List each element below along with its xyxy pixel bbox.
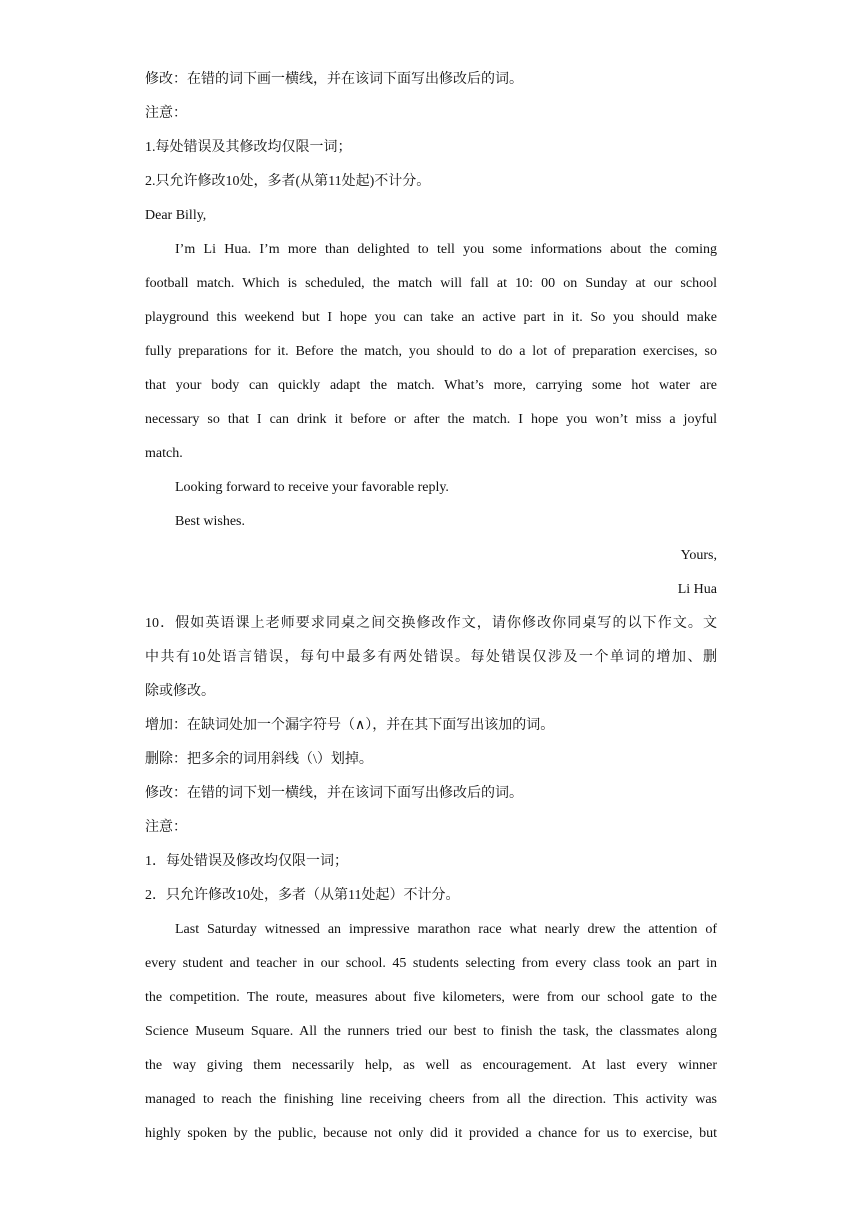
letter-body-line: I’m Li Hua. I’m more than delighted to tell you some informations about the coming <box>175 242 717 257</box>
letter-body-line: that your body can quickly adapt the match. What’s more, carrying some hot water are <box>145 378 717 393</box>
note-item-2: 2．只允许修改10处，多者（从第11处起）不计分。 <box>145 888 460 903</box>
instruction-modify: 修改：在错的词下划一横线，并在该词下面写出修改后的词。 <box>145 786 523 801</box>
instruction-delete: 删除：把多余的词用斜线（\）划掉。 <box>145 752 373 767</box>
letter-body-line: necessary so that I can drink it before or after the match. I hope you won’t miss a joyful <box>145 412 717 427</box>
instruction-add: 增加：在缺词处加一个漏字符号（∧），并在其下面写出该加的词。 <box>145 718 555 733</box>
letter-body-line: match. <box>145 446 183 461</box>
letter-salutation: Dear Billy, <box>145 208 207 223</box>
essay-line: Last Saturday witnessed an impressive marathon race what nearly drew the attention of <box>175 922 717 937</box>
essay-line: managed to reach the finishing line receiving cheers from all the direction. This activity was <box>145 1092 717 1107</box>
question-10-intro: 10．假如英语课上老师要求同桌之间交换修改作文，请你修改你同桌写的以下作文。文 <box>145 616 717 631</box>
essay-line: the way giving them necessarily help, as well as encouragement. At last every winner <box>145 1058 717 1073</box>
essay-line: every student and teacher in our school. 45 students selecting from every class took an part in <box>145 956 717 971</box>
note-item-1: 1.每处错误及其修改均仅限一词； <box>145 140 352 155</box>
instruction-modify: 修改：在错的词下画一横线，并在该词下面写出修改后的词。 <box>145 72 523 87</box>
note-item-1: 1．每处错误及修改均仅限一词； <box>145 854 348 869</box>
letter-signature: Li Hua <box>677 582 717 597</box>
letter-closing-line: Looking forward to receive your favorable reply. <box>175 480 449 495</box>
note-item-2: 2.只允许修改10处，多者(从第11处起)不计分。 <box>145 174 431 189</box>
note-heading: 注意： <box>145 820 187 835</box>
note-heading: 注意： <box>145 106 187 121</box>
letter-wishes: Best wishes. <box>175 514 245 529</box>
essay-line: the competition. The route, measures about five kilometers, were from our school gate to the <box>145 990 717 1005</box>
question-10-intro: 中共有10处语言错误，每句中最多有两处错误。每处错误仅涉及一个单词的增加、删 <box>145 650 717 665</box>
letter-body-line: fully preparations for it. Before the match, you should to do a lot of preparation exercises, so <box>145 344 717 359</box>
essay-line: Science Museum Square. All the runners tried our best to finish the task, the classmates along <box>145 1024 717 1039</box>
essay-line: highly spoken by the public, because not only did it provided a chance for us to exercise, but <box>145 1126 717 1141</box>
letter-signoff: Yours, <box>680 548 717 563</box>
letter-body-line: playground this weekend but I hope you can take an active part in it. So you should make <box>145 310 717 325</box>
letter-body-line: football match. Which is scheduled, the match will fall at 10: 00 on Sunday at our school <box>145 276 717 291</box>
question-10-intro: 除或修改。 <box>145 684 215 699</box>
